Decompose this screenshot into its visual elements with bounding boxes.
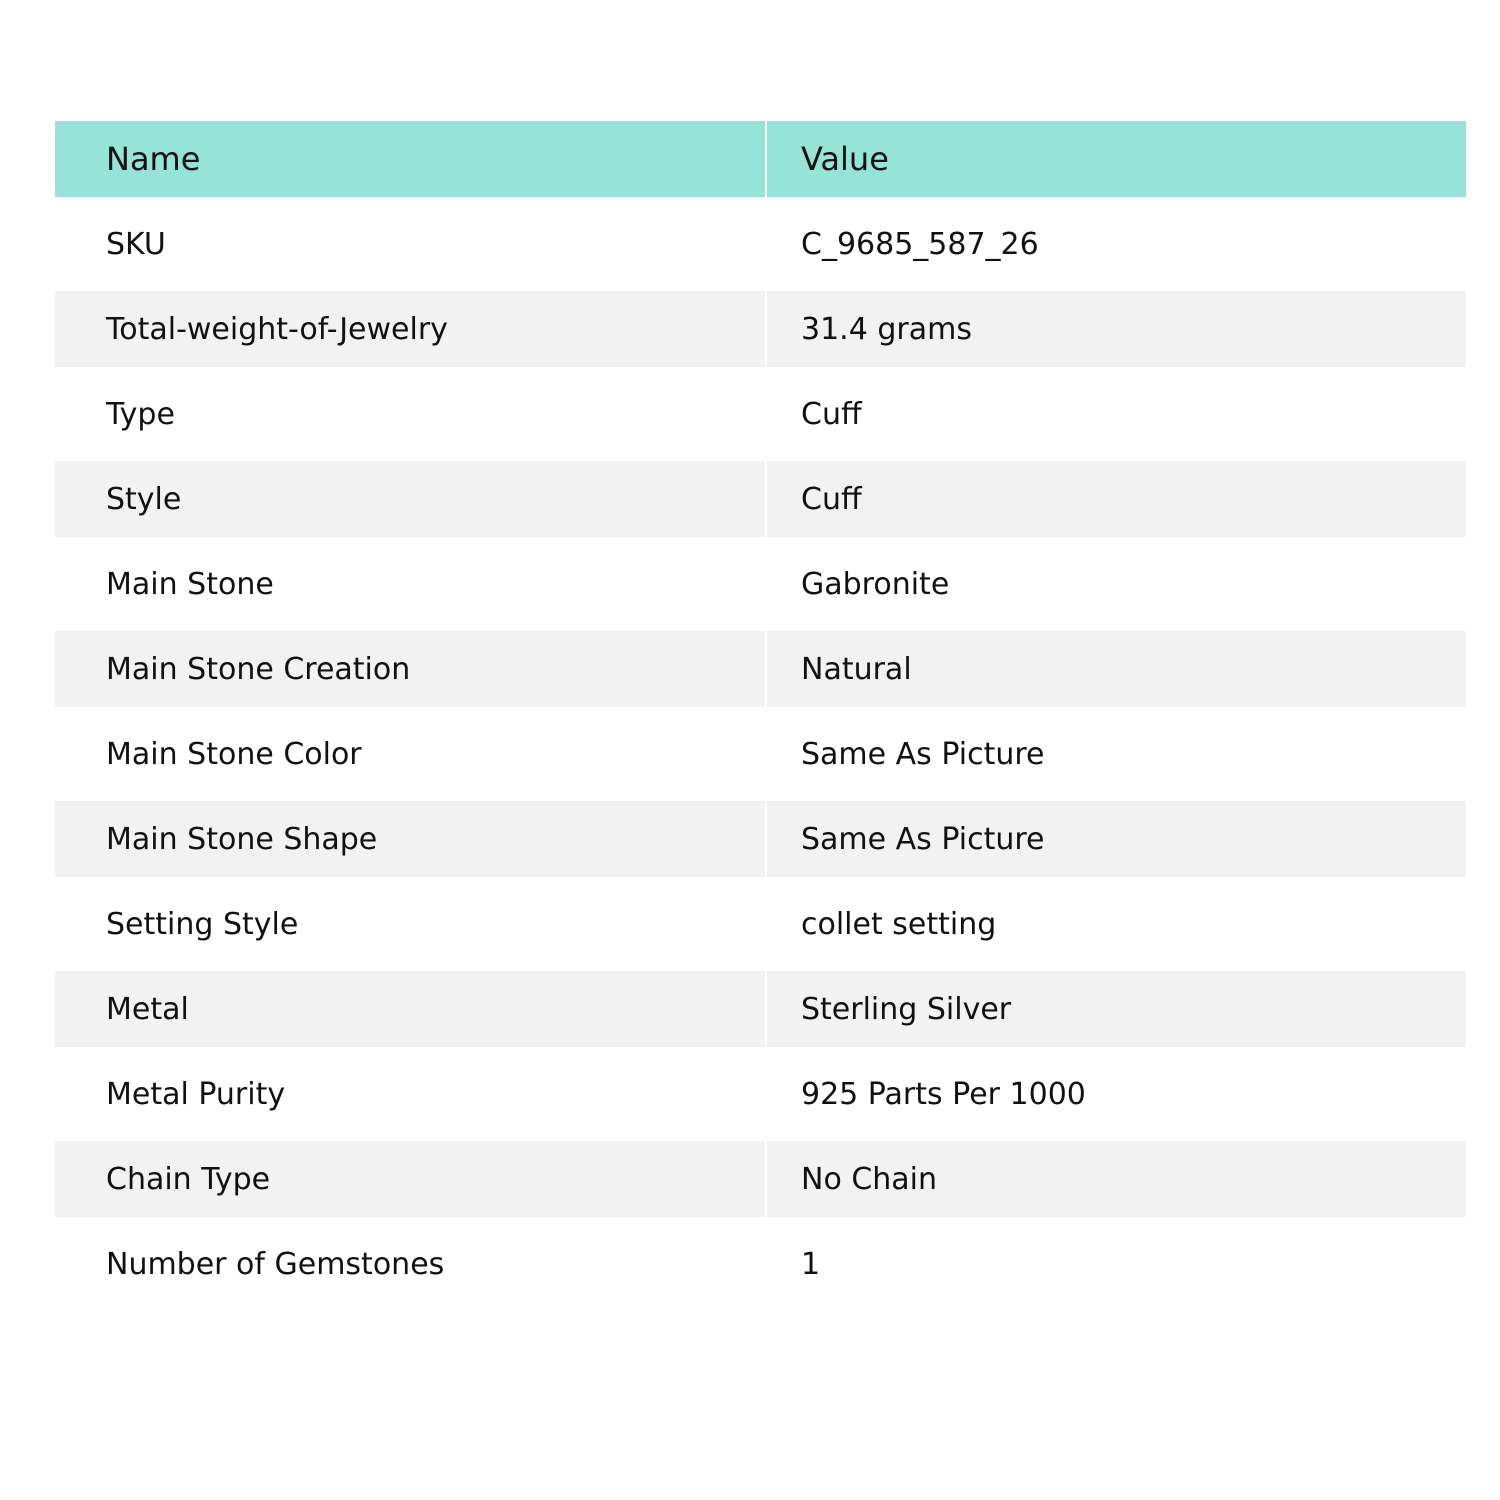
row-name: Style	[55, 461, 766, 537]
table-row	[55, 537, 1466, 631]
table-row	[55, 877, 1466, 971]
table-body	[55, 197, 1466, 1311]
header-value: Value	[766, 121, 1466, 197]
row-value: collet setting	[766, 877, 1466, 971]
header-name: Name	[55, 121, 766, 197]
row-value: 1	[766, 1217, 1466, 1311]
row-name: Metal Purity	[106, 1076, 286, 1112]
table-row	[55, 971, 1466, 1047]
table-row	[55, 631, 1466, 707]
row-name: Type	[106, 396, 175, 432]
row-value: 31.4 grams	[766, 291, 1466, 367]
row-value: C_9685_587_26	[766, 197, 1466, 291]
row-value: Cuff	[766, 461, 1466, 537]
table-row	[55, 291, 1466, 367]
header-row	[55, 121, 1466, 197]
row-name: Metal	[55, 971, 766, 1047]
table-row	[55, 1047, 1466, 1141]
row-value: Same As Picture	[766, 801, 1466, 877]
table-header	[55, 121, 1466, 197]
row-value: Natural	[766, 631, 1466, 707]
row-name: Setting Style	[106, 906, 299, 942]
table-row	[55, 1217, 1466, 1311]
row-name: Main Stone	[106, 566, 274, 602]
table-row	[55, 197, 1466, 291]
table-row	[55, 707, 1466, 801]
row-value: 925 Parts Per 1000	[766, 1047, 1466, 1141]
row-name: Number of Gemstones	[106, 1246, 445, 1282]
row-name: SKU	[106, 226, 166, 262]
row-name: Chain Type	[55, 1141, 766, 1217]
row-value: Sterling Silver	[766, 971, 1466, 1047]
row-name: Main Stone Creation	[55, 631, 766, 707]
table-row	[55, 801, 1466, 877]
table-row	[55, 1141, 1466, 1217]
table-row	[55, 461, 1466, 537]
row-name: Main Stone Shape	[55, 801, 766, 877]
product-spec-table	[55, 121, 1466, 1311]
row-value: Cuff	[766, 367, 1466, 461]
row-name: Total-weight-of-Jewelry	[55, 291, 766, 367]
row-value: Same As Picture	[766, 707, 1466, 801]
table-row	[55, 367, 1466, 461]
row-value: Gabronite	[766, 537, 1466, 631]
row-name: Main Stone Color	[106, 736, 362, 772]
row-value: No Chain	[766, 1141, 1466, 1217]
